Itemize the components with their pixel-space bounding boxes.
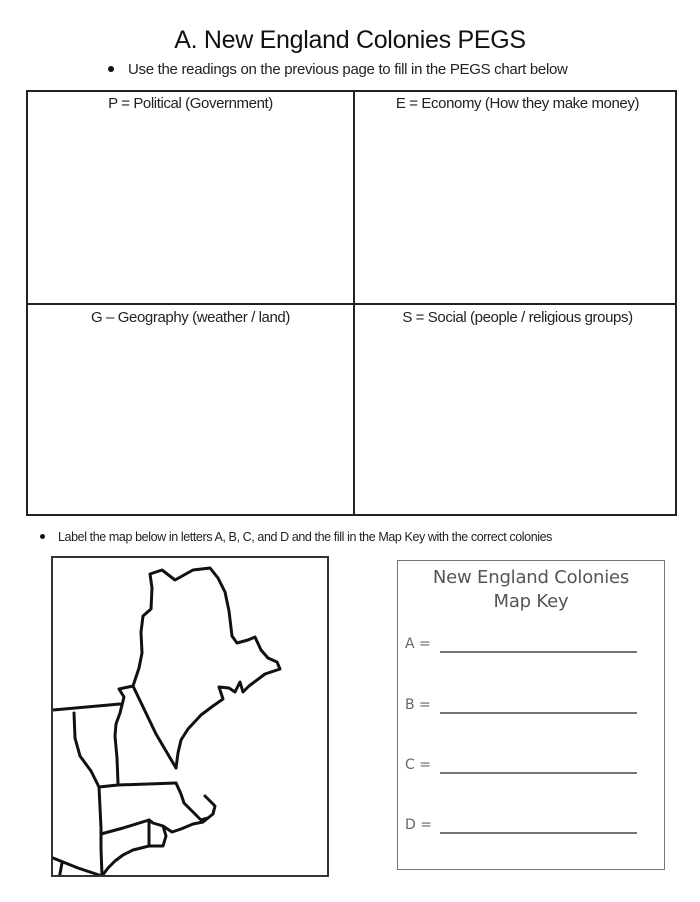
bullet-icon: [108, 66, 114, 72]
instruction-map-text: Label the map below in letters A, B, C, and D and the fill in the Map Key with the correct colonies: [58, 530, 553, 544]
map-key-row-a: [405, 636, 431, 652]
instruction-pegs: [108, 61, 568, 78]
bullet-icon: [40, 534, 45, 539]
map-key-title: [398, 566, 664, 614]
map-key-row-b: [405, 697, 431, 713]
map-key: [397, 560, 665, 870]
page-title: A. New England Colonies PEGS: [174, 26, 526, 54]
pegs-cell-economy-label: E = Economy (How they make money): [395, 95, 640, 112]
instruction-pegs-text: Use the readings on the previous page to fill in the PEGS chart below: [128, 61, 568, 78]
map-key-row-c: [405, 757, 431, 773]
pegs-cell-geography-area[interactable]: [28, 330, 353, 514]
map-key-title-line-2: Map Key: [493, 591, 569, 612]
pegs-cell-geography-label: G – Geography (weather / land): [91, 309, 290, 326]
pegs-cell-economy-area[interactable]: [355, 116, 675, 303]
map-key-label-b: B =: [405, 697, 431, 713]
map-key-blank-a[interactable]: [440, 651, 637, 653]
map-key-blank-b[interactable]: [440, 712, 637, 714]
map-key-label-d: D =: [405, 817, 432, 833]
map-key-label-c: C =: [405, 757, 431, 773]
map-key-title-line-1: New England Colonies: [432, 567, 630, 588]
new-england-map: [51, 556, 329, 877]
pegs-cell-social-area[interactable]: [355, 330, 675, 514]
pegs-cell-social-label: S = Social (people / religious groups): [402, 309, 633, 326]
pegs-chart: [26, 90, 677, 516]
pegs-cell-political-area[interactable]: [28, 116, 353, 303]
map-key-blank-d[interactable]: [440, 832, 637, 834]
map-key-blank-c[interactable]: [440, 772, 637, 774]
map-key-row-d: [405, 817, 432, 833]
new-england-outline-map-icon: [53, 558, 329, 877]
pegs-cell-political-label: P = Political (Government): [108, 95, 273, 112]
map-key-label-a: A =: [405, 636, 431, 652]
instruction-map: [40, 530, 552, 544]
pegs-divider-horizontal: [28, 303, 675, 305]
